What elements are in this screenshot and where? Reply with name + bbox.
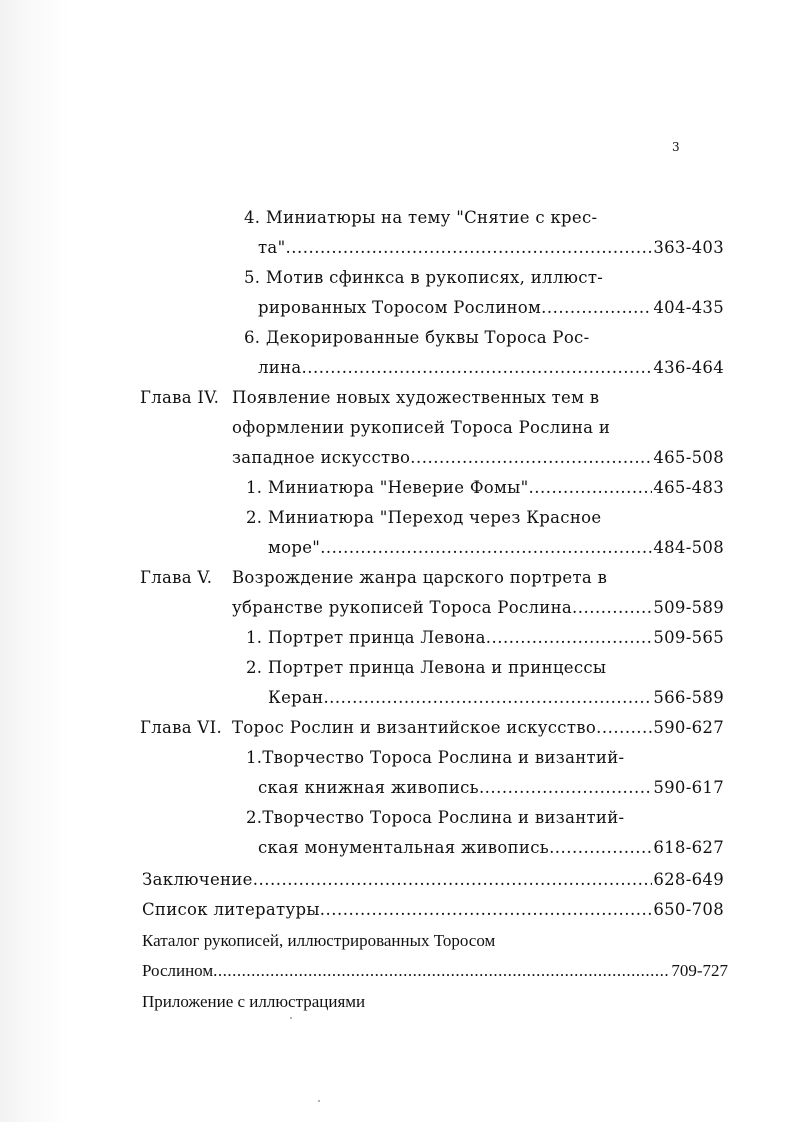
toc-catalog-line2 [142,960,728,982]
chapter-6-title [232,717,724,739]
toc-entry-text: 1. Портрет принца Левона [246,628,486,647]
toc-page-range: 618-627 [653,838,724,857]
toc-page-range: 650-708 [653,900,724,919]
toc-entry-text: рированных Торосом Рослином [258,298,542,317]
chapter-6-section-2-line1: 2.Творчество Тороса Рослина и византий- [246,808,625,827]
toc-entry-4-line1: 4. Миниатюры на тему "Снятие с крес- [244,208,598,227]
toc-page-range: 363-403 [653,238,724,257]
chapter-6-section-2-line2 [258,837,724,859]
toc-entry-6-line2 [258,357,724,379]
dot-leader [486,627,653,649]
toc-entry-4-line2 [258,237,724,259]
page-number: 3 [672,140,680,154]
toc-entry-text: та" [258,238,286,257]
toc-page-range: 590-627 [653,718,724,737]
dot-leader [410,447,652,469]
toc-page-range: 465-483 [653,478,724,497]
toc-appendix: Приложение с иллюстрациями [142,992,366,1011]
toc-entry-text: Заключение [142,870,253,889]
toc-entry-text: ская книжная живопись [258,778,479,797]
dot-leader [549,837,652,859]
scan-margin-shade [0,0,70,1122]
toc-page-range: 590-617 [653,778,724,797]
toc-entry-text: западное искусство [232,448,411,467]
toc-entry-text: Торос Рослин и византийское искусство [232,718,597,737]
toc-entry-text: море" [268,538,321,557]
toc-page-range: 709-727 [671,961,728,980]
dot-leader [479,777,652,799]
toc-entry-text: убранстве рукописей Тороса Рослина [232,598,573,617]
dot-leader [213,960,670,982]
chapter-4-section-1 [246,477,724,499]
dot-leader [285,237,652,259]
toc-page-range: 436-464 [653,358,724,377]
toc-entry-text: лина [258,358,302,377]
scan-speck [318,1100,320,1102]
chapter-4-section-2-line2 [268,537,724,559]
dot-leader [572,597,652,619]
toc-entry-text: ская монументальная живопись [258,838,550,857]
chapter-6-section-1-line2 [258,777,724,799]
dot-leader [529,477,653,499]
toc-entry-text: Список литературы [142,900,320,919]
chapter-6-section-1-line1: 1.Творчество Тороса Рослина и византий- [246,748,625,767]
dot-leader [320,899,653,921]
toc-catalog-line1: Каталог рукописей, иллюстрированных Торосом [142,931,496,950]
dot-leader [253,869,653,891]
toc-entry-5-line2 [258,297,724,319]
dot-leader [323,687,652,709]
dot-leader [596,717,652,739]
dot-leader [302,357,653,379]
chapter-5-label: Глава V. [140,568,213,587]
toc-entry-text: Рослином [142,961,214,980]
chapter-4-title-line1: Появление новых художественных тем в [232,388,600,407]
chapter-4-section-2-line1: 2. Миниатюра "Переход через Красное [246,508,602,527]
chapter-4-title-line3 [232,447,724,469]
chapter-5-title-line2 [232,597,724,619]
chapter-4-label: Глава IV. [140,388,220,407]
chapter-5-title-line1: Возрождение жанра царского портрета в [232,568,608,587]
chapter-6-label: Глава VI. [140,718,222,737]
scan-speck [290,1017,292,1019]
toc-page-range: 628-649 [653,870,724,889]
toc-page-range: 484-508 [653,538,724,557]
dot-leader [541,297,652,319]
chapter-5-section-2-line2 [268,687,724,709]
toc-literature [142,899,724,921]
chapter-5-section-2-line1: 2. Портрет принца Левона и принцессы [246,658,607,677]
toc-page-range: 509-589 [653,598,724,617]
toc-page-range: 465-508 [653,448,724,467]
toc-entry-text: 1. Миниатюра "Неверие Фомы" [246,478,529,497]
toc-page-range: 509-565 [653,628,724,647]
toc-entry-text: Керан [268,688,324,707]
chapter-5-section-1 [246,627,724,649]
dot-leader [320,537,652,559]
chapter-4-title-line2: оформлении рукописей Тороса Рослина и [232,418,611,437]
toc-entry-6-line1: 6. Декорированные буквы Тороса Рос- [244,328,590,347]
toc-page-range: 566-589 [653,688,724,707]
toc-conclusion [142,869,724,891]
toc-entry-5-line1: 5. Мотив сфинкса в рукописях, иллюст- [244,268,604,287]
toc-page-range: 404-435 [653,298,724,317]
